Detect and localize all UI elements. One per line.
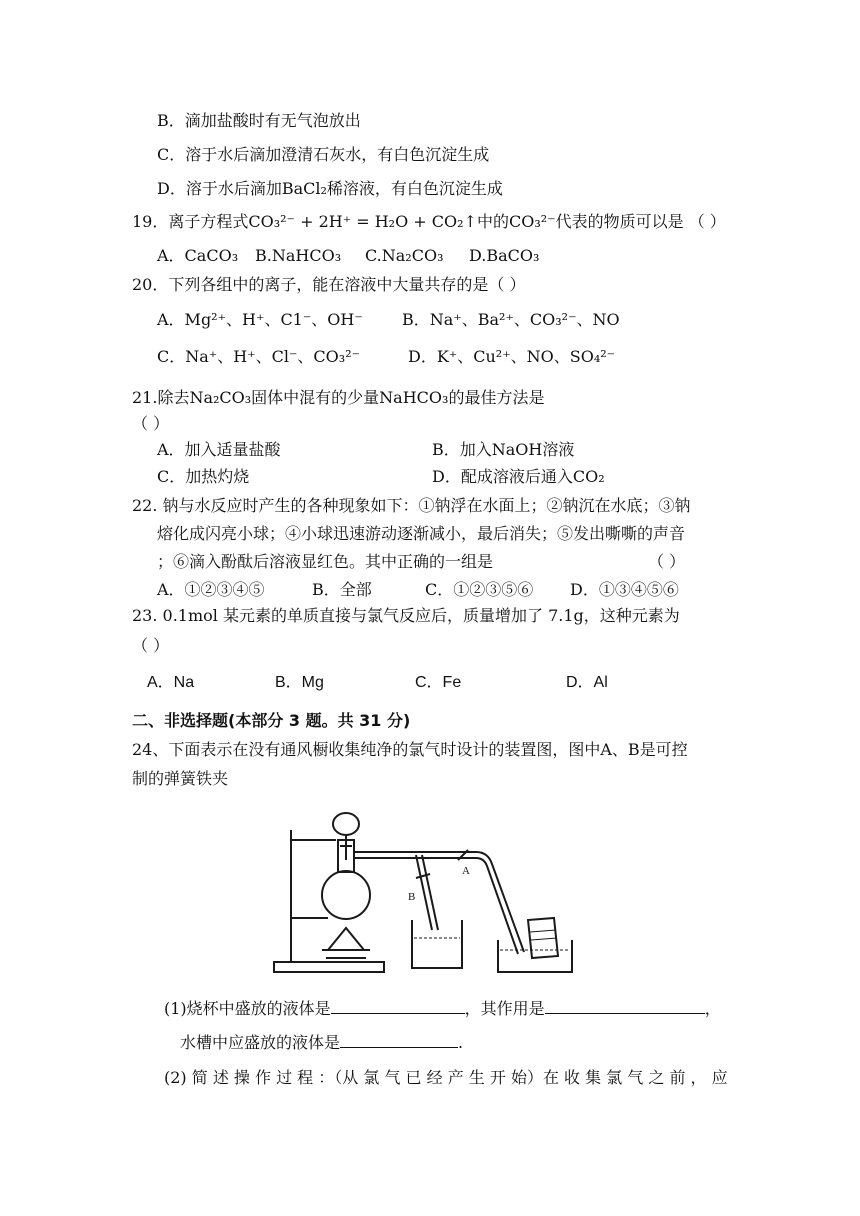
q21-option-b: B．加入NaOH溶液 xyxy=(432,440,575,459)
water-trough xyxy=(498,940,572,972)
stand-base xyxy=(274,962,384,972)
q22-answer-paren: （ ） xyxy=(648,552,686,571)
label-b: B xyxy=(408,891,416,903)
answer-blank-trough-liquid[interactable] xyxy=(340,1031,458,1048)
sub1-trough-prompt: 水槽中应盛放的液体是 xyxy=(180,1033,341,1052)
alcohol-lamp xyxy=(328,928,364,950)
q22-option-a: A．①②③④⑤ xyxy=(157,580,265,599)
q21-answer-paren: （ ） xyxy=(132,414,170,433)
q21-option-a: A．加入适量盐酸 xyxy=(157,440,281,459)
q22-line-2: 熔化成闪亮小球；④小球迅速游动逐渐减小，最后消失；⑤发出嘶嘶的声音 xyxy=(157,524,686,543)
q19-option-d: D.BaCO₃ xyxy=(469,246,540,265)
q24-sub2-line: (2) 简 述 操 作 过 程 ：（从 氯 气 已 经 产 生 开 始）在 收 集 氯 气 之 前 ， 应 xyxy=(164,1068,728,1087)
q23-answer-paren: （ ） xyxy=(132,636,170,655)
q23-option-c: C．Fe xyxy=(415,674,462,691)
q22-line-3: ；⑥滴入酚酞后溶液显红色。其中正确的一组是 xyxy=(157,552,494,571)
separatory-funnel xyxy=(333,813,359,835)
q21-stem: 21.除去Na₂CO₃固体中混有的少量NaHCO₃的最佳方法是 xyxy=(132,388,545,407)
sub1-beaker-prompt: (1)烧杯中盛放的液体是 xyxy=(164,999,331,1018)
q23-option-a: A．Na xyxy=(147,674,195,691)
chlorine-apparatus-figure xyxy=(236,800,588,980)
answer-blank-function[interactable] xyxy=(545,997,705,1014)
section-heading: 二、非选择题(本部分 3 题。共 31 分) xyxy=(132,711,411,730)
q19-option-a: A．CaCO₃ xyxy=(157,246,239,265)
clamp-b xyxy=(416,874,430,878)
q24-sub1-line-2 xyxy=(180,1031,463,1054)
q21-option-c: C．加热灼烧 xyxy=(157,467,250,486)
q20-option-d: D．K⁺、Cu²⁺、NO、SO₄²⁻ xyxy=(408,347,616,366)
sub1-period: . xyxy=(458,1033,464,1052)
q21-option-d: D．配成溶液后通入CO₂ xyxy=(432,467,605,486)
sub1-comma: ， xyxy=(704,999,721,1018)
q22-option-c: C．①②③⑤⑥ xyxy=(425,580,534,599)
q23-option-b: B．Mg xyxy=(275,674,324,691)
q19-option-c: C.Na₂CO₃ xyxy=(365,246,444,265)
q19-option-b: B.NaHCO₃ xyxy=(255,246,342,265)
q22-line-1: 22. 钠与水反应时产生的各种现象如下：①钠浮在水面上；②钠沉在水底；③钠 xyxy=(132,496,691,515)
answer-blank-beaker-liquid[interactable] xyxy=(331,997,465,1014)
q20-option-c: C．Na⁺、H⁺、Cl⁻、CO₃²⁻ xyxy=(157,347,361,366)
q22-option-b: B．全部 xyxy=(312,580,372,599)
round-bottom-flask xyxy=(322,871,370,919)
q20-option-b: B．Na⁺、Ba²⁺、CO₃²⁻、NO xyxy=(402,310,620,329)
q20-stem: 20．下列各组中的离子，能在溶液中大量共存的是（ ） xyxy=(132,275,526,294)
q22-option-d: D．①③④⑤⑥ xyxy=(570,580,679,599)
q18-option-d: D．溶于水后滴加BaCl₂稀溶液，有白色沉淀生成 xyxy=(157,179,503,198)
q18-option-c: C．溶于水后滴加澄清石灰水，有白色沉淀生成 xyxy=(157,145,490,164)
label-a: A xyxy=(462,865,470,877)
q24-line-1: 24、下面表示在没有通风橱收集纯净的氯气时设计的装置图，图中A、B是可控 xyxy=(132,740,688,759)
q20-option-a: A．Mg²⁺、H⁺、C1⁻、OH⁻ xyxy=(157,310,363,329)
q18-option-b: B．滴加盐酸时有无气泡放出 xyxy=(157,111,361,130)
q23-stem: 23. 0.1mol 某元素的单质直接与氯气反应后，质量增加了 7.1g，这种元素为 xyxy=(132,606,680,625)
q24-line-2: 制的弹簧铁夹 xyxy=(132,769,229,788)
q19-stem: 19．离子方程式CO₃²⁻ + 2H⁺ = H₂O + CO₂↑中的CO₃²⁻代表的物质可以是 （ ） xyxy=(132,212,726,231)
sub1-function-prompt: ，其作用是 xyxy=(464,999,545,1018)
q23-option-d: D．Al xyxy=(566,674,608,691)
q24-sub1-line-1 xyxy=(164,997,721,1020)
